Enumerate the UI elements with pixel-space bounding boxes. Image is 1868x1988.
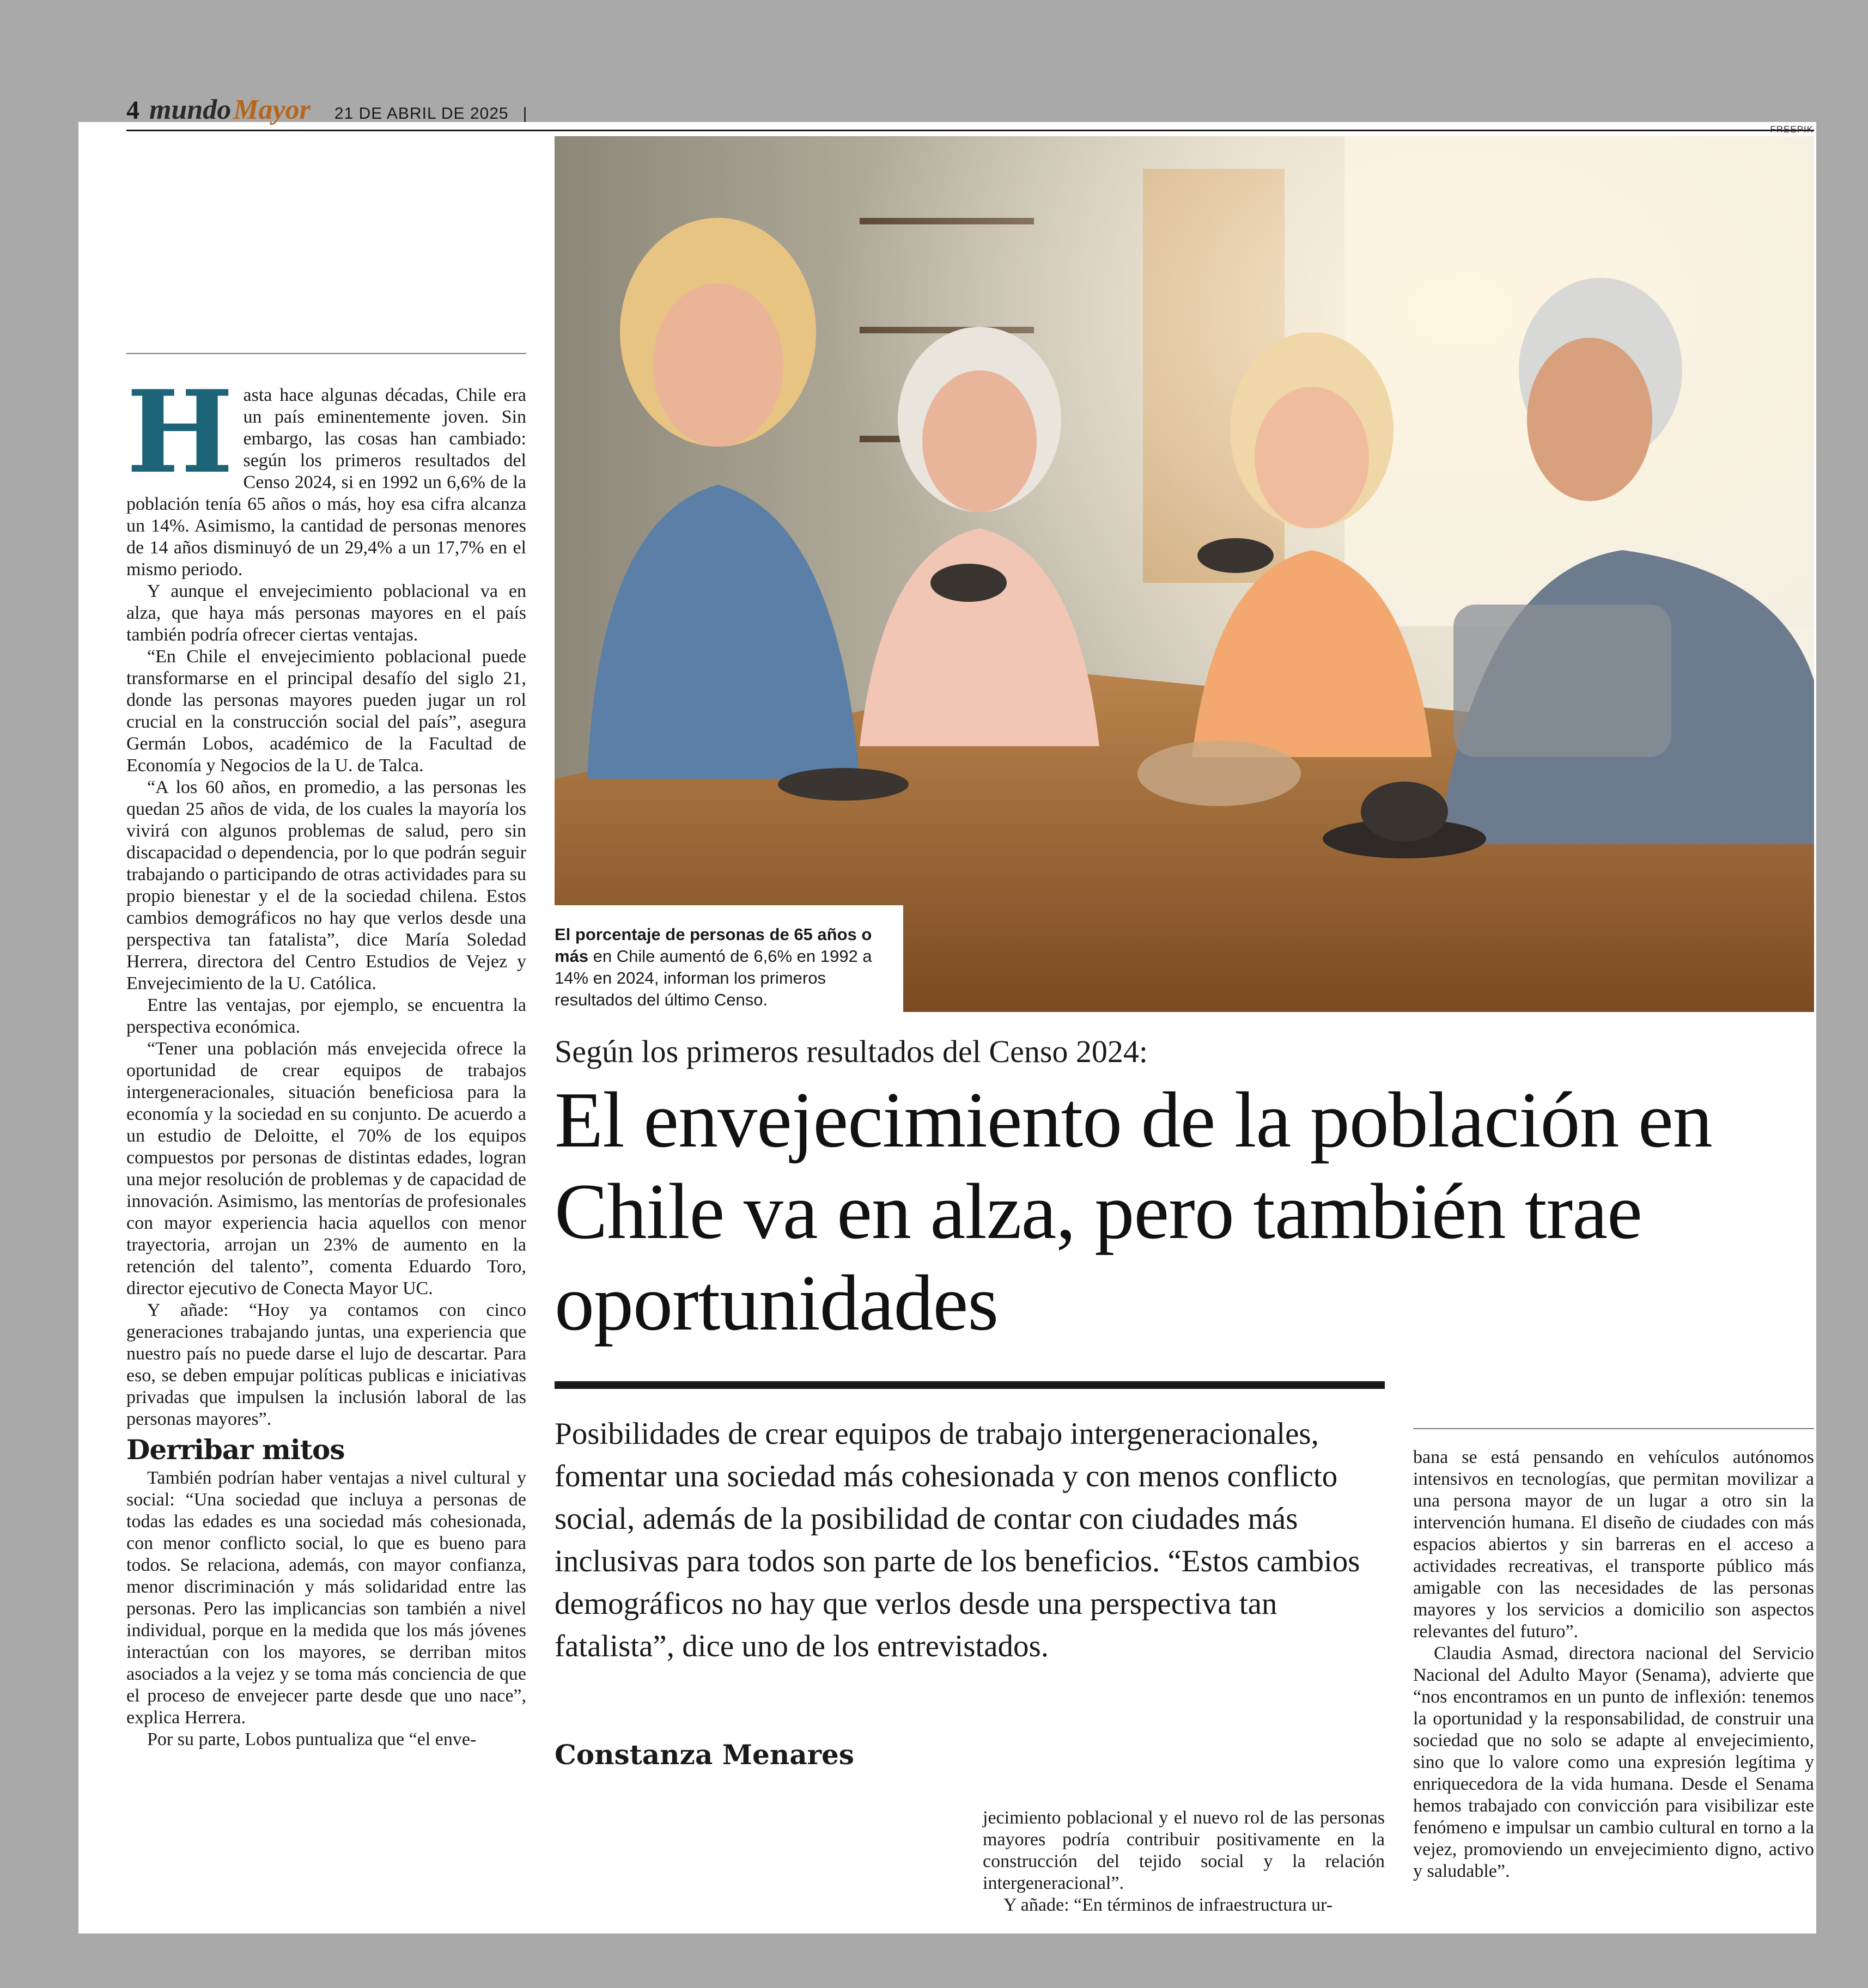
photo-credit: FREEPIK (1770, 124, 1814, 135)
body-paragraph: Entre las ventajas, por ejemplo, se encuentra la perspectiva económica. (126, 995, 526, 1037)
header-separator: | (522, 105, 527, 123)
page-number: 4 (126, 96, 139, 125)
body-paragraph: Y añade: “Hoy ya contamos con cinco generaciones trabajando juntas, una experiencia que nuestro país no puede darse el lujo de descartar. Para eso, se deben empujar políticas publicas e iniciativas privadas que impulsen la inclusión laboral de las personas mayores”. (126, 1300, 526, 1429)
column3-top-rule (1413, 1428, 1814, 1429)
issue-date: 21 DE ABRIL DE 2025 (334, 105, 509, 123)
article-photo (555, 136, 1814, 1012)
byline: Constanza Menares (555, 1739, 854, 1771)
body-paragraph: Y aunque el envejecimiento poblacional va en alza, que haya más personas mayores en el país también podría ofrecer ciertas ventajas. (126, 581, 526, 645)
body-paragraph: Por su parte, Lobos puntualiza que “el enve- (147, 1729, 477, 1749)
section-brand-part2: Mayor (233, 94, 311, 125)
headline: El envejecimiento de la población en Chile va en alza, pero también trae oportunidades (555, 1076, 1712, 1347)
body-paragraph: jecimiento poblacional y el nuevo rol de las personas mayores podría contribuir positivamente en la construcción del tejido social y la relación intergeneracional”. (983, 1808, 1385, 1893)
article-column-1 (126, 366, 526, 1751)
body-paragraph: bana se está pensando en vehículos autónomos intensivos en tecnologías, que permitan movilizar a una persona mayor de un lugar a otro sin la intervención humana. El diseño de ciudades con más espacios abiertos y sin barreras en el acceso a actividades recreativas, el transporte público más amigable con las necesidades de las personas mayores y los servicios a domicilio son aspectos relevantes del futuro”. (1413, 1447, 1814, 1642)
opening-paragraph (126, 366, 526, 581)
page-header (126, 94, 527, 126)
photo-caption (555, 905, 903, 1012)
body-paragraph: “A los 60 años, en promedio, a las personas les quedan 25 años de vida, de los cuales la mayoría los vivirá con algunos problemas de salud, pero sin discapacidad o dependencia, por lo que podrán seguir trabajando o participando de otras actividades para su propio bienestar y el de la sociedad chilena. Estos cambios demográficos no hay que verlos desde una perspectiva tan fatalista”, dice María Soledad Herrera, directora del Centro Estudios de Vejez y Envejecimiento de la U. Católica. (126, 777, 526, 993)
body-paragraph: “Tener una población más envejecida ofrece la oportunidad de crear equipos de trabajos intergeneracionales, situación beneficiosa para la economía y la sociedad en su conjunto. De acuerdo a un estudio de Deloitte, el 70% de los equipos compuestos por personas de distintas edades, logran una mejor resolución de problemas y de capacidad de innovación. Asimismo, las mentorías de profesionales con mayor experiencia hacia aquellos con menor trayectoria, arrojan un 23% de aumento en la retención del talento”, comenta Eduardo Toro, director ejecutivo de Conecta Mayor UC. (126, 1039, 526, 1298)
body-paragraph: “En Chile el envejecimiento poblacional puede transformarse en el principal desafío del siglo 21, donde las personas mayores pueden jugar un rol crucial en la construcción social del país”, asegura Germán Lobos, académico de la Facultad de Economía y Negocios de la U. de Talca. (126, 647, 526, 776)
headline-rule (555, 1381, 1385, 1389)
article-column-3 (1413, 1447, 1814, 1882)
drop-cap: H (126, 366, 234, 499)
caption-text: en Chile aumentó de 6,6% en 1992 a 14% en 2024, informan los primeros resultados del último Censo. (555, 947, 872, 1009)
column1-top-rule (126, 353, 526, 354)
body-paragraph: Y añade: “En términos de infraestructura ur- (1003, 1895, 1333, 1915)
lead-paragraph: Posibilidades de crear equipos de trabajo intergeneracionales, fomentar una sociedad más cohesionada y con menos conflicto social, además de la posibilidad de contar con ciudades más inclusivas para todos son parte de los beneficios. “Estos cambios demográficos no hay que verlos desde una perspectiva tan fatalista”, dice uno de los entrevistados. (555, 1417, 1360, 1663)
body-paragraph: También podrían haber ventajas a nivel cultural y social: “Una sociedad que incluya a personas de todas las edades es una sociedad más cohesionada, con menor conflicto social, lo que es bueno para todos. Se relaciona, además, con mayor confianza, menor discriminación y más solidaridad entre las personas. Pero las implicancias son también a nivel individual, porque en la medida que los más jóvenes interactúan con los mayores, se derriban mitos asociados a la vejez y se toma más conciencia de que el proceso de envejecer parte desde que uno nace”, explica Herrera. (126, 1468, 526, 1728)
headline-kicker: Según los primeros resultados del Censo 2024: (555, 1034, 1148, 1069)
header-rule (126, 130, 1814, 131)
caption-bold: El porcentaje de personas de 65 años o más (555, 925, 872, 966)
body-paragraph: Claudia Asmad, directora nacional del Servicio Nacional del Adulto Mayor (Senama), advierte que “nos encontramos en un punto de inflexión: tenemos la oportunidad y la responsabilidad, de construir una sociedad que no solo se adapte al envejecimiento, sino que lo valore como una expresión legítima y enriquecedora de la vida humana. Desde el Senama hemos trabajado con convicción para visibilizar este fenómeno e impulsar un cambio cultural en torno a la vejez, promoviendo un envejecimiento digno, activo y saludable”. (1413, 1643, 1814, 1881)
subheading: Derribar mitos (126, 1434, 345, 1466)
opening-text: asta hace algunas décadas, Chile era un país eminentemente joven. Sin embargo, las cosas han cambiado: según los primeros resultados del Censo 2024, si en 1992 un 6,6% de la población tenía 65 años o más, hoy esa cifra alcanza un 14%. Asimismo, la cantidad de personas menores de 14 años disminuyó de un 29,4% a un 17,7% en el mismo periodo. (126, 385, 526, 580)
article-column-2 (983, 1807, 1385, 1916)
section-brand-part1: mundo (149, 94, 232, 125)
photo-illustration (555, 136, 1814, 1012)
